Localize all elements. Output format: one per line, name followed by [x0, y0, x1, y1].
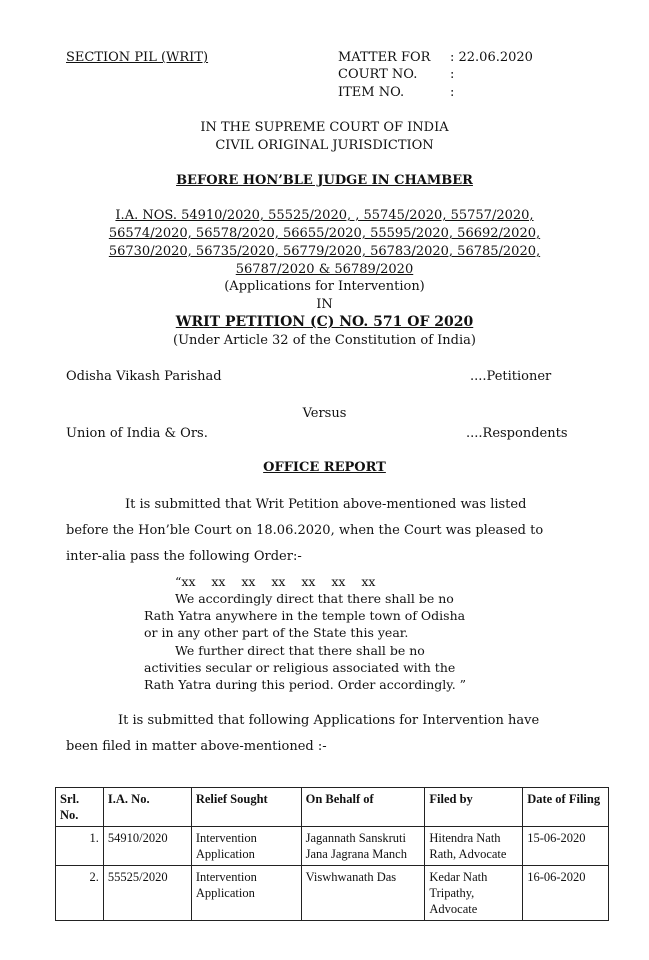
writ-petition-title: WRIT PETITION (C) NO. 571 OF 2020 — [175, 314, 474, 330]
item-no-value: : — [450, 85, 455, 100]
cell-ia-no: 54910/2020 — [103, 827, 191, 866]
writ-petition-subtitle: (Under Article 32 of the Constitution of India) — [173, 333, 476, 348]
before-judge-heading: BEFORE HON’BLE JUDGE IN CHAMBER — [176, 173, 473, 188]
petitioner-name: Odisha Vikash Parishad — [66, 369, 222, 384]
cell-srl: 1. — [56, 827, 104, 866]
para1-line-2: before the Hon’ble Court on 18.06.2020, when the Court was pleased to — [66, 523, 544, 538]
cell-date: 15-06-2020 — [523, 827, 609, 866]
para1-line-3: inter-alia pass the following Order:- — [66, 549, 302, 564]
office-report-heading: OFFICE REPORT — [263, 460, 386, 475]
para2-line-1: It is submitted that following Applications for Intervention have — [118, 713, 540, 728]
para1-line-1: It is submitted that Writ Petition above-mentioned was listed — [125, 497, 527, 512]
cell-relief: Intervention Application — [191, 827, 301, 866]
cell-behalf: Jagannath Sanskruti Jana Jagrana Manch — [301, 827, 425, 866]
cell-relief: Intervention Application — [191, 866, 301, 921]
court-name: IN THE SUPREME COURT OF INDIA — [200, 120, 449, 135]
ia-numbers-line-4: 56787/2020 & 56789/2020 — [235, 262, 414, 277]
matter-for-label: MATTER FOR — [338, 50, 431, 65]
item-no-label: ITEM NO. — [338, 85, 405, 100]
applications-table — [55, 787, 609, 921]
ia-subtitle: (Applications for Intervention) — [224, 279, 425, 294]
header-filed-by: Filed by — [425, 788, 523, 827]
cell-date: 16-06-2020 — [523, 866, 609, 921]
para2-line-2: been filed in matter above-mentioned :- — [66, 739, 327, 754]
in-label: IN — [316, 297, 333, 312]
ia-numbers-line-2: 56574/2020, 56578/2020, 56655/2020, 55595/2020, 56692/2020, — [108, 226, 541, 241]
header-ia-no: I.A. No. — [103, 788, 191, 827]
matter-for-value: : 22.06.2020 — [450, 50, 533, 65]
versus-label: Versus — [302, 406, 347, 421]
header-relief: Relief Sought — [191, 788, 301, 827]
ia-numbers-line-3: 56730/2020, 56735/2020, 56779/2020, 56783/2020, 56785/2020, — [108, 244, 541, 259]
table-header-row — [56, 788, 609, 827]
header-date: Date of Filing — [523, 788, 609, 827]
cell-ia-no: 55525/2020 — [103, 866, 191, 921]
court-no-value: : — [450, 67, 455, 82]
quote-line-6: Rath Yatra during this period. Order accordingly. ” — [144, 677, 467, 692]
respondent-name: Union of India & Ors. — [66, 426, 208, 441]
header-behalf: On Behalf of — [301, 788, 425, 827]
jurisdiction: CIVIL ORIGINAL JURISDICTION — [215, 138, 434, 153]
cell-filed-by: Hitendra Nath Rath, Advocate — [425, 827, 523, 866]
header-srl: Srl. No. — [56, 788, 104, 827]
cell-filed-by: Kedar Nath Tripathy, Advocate — [425, 866, 523, 921]
table-row — [56, 866, 609, 921]
quote-line-5: activities secular or religious associated with the — [144, 660, 456, 675]
petitioner-role: ....Petitioner — [470, 369, 552, 384]
cell-srl: 2. — [56, 866, 104, 921]
respondent-role: ....Respondents — [466, 426, 568, 441]
quote-line-4: We further direct that there shall be no — [175, 643, 425, 658]
court-no-label: COURT NO. — [338, 67, 418, 82]
quote-line-3: or in any other part of the State this year. — [144, 625, 409, 640]
quote-line-2: Rath Yatra anywhere in the temple town of Odisha — [144, 608, 466, 623]
quote-placeholder: “xx xx xx xx xx xx xx — [175, 574, 376, 589]
quote-line-1: We accordingly direct that there shall be no — [175, 591, 454, 606]
ia-numbers-line-1: I.A. NOS. 54910/2020, 55525/2020, , 55745/2020, 55757/2020, — [115, 208, 534, 223]
cell-behalf: Viswhwanath Das — [301, 866, 425, 921]
table-row — [56, 827, 609, 866]
section-label: SECTION PIL (WRIT) — [66, 50, 209, 65]
